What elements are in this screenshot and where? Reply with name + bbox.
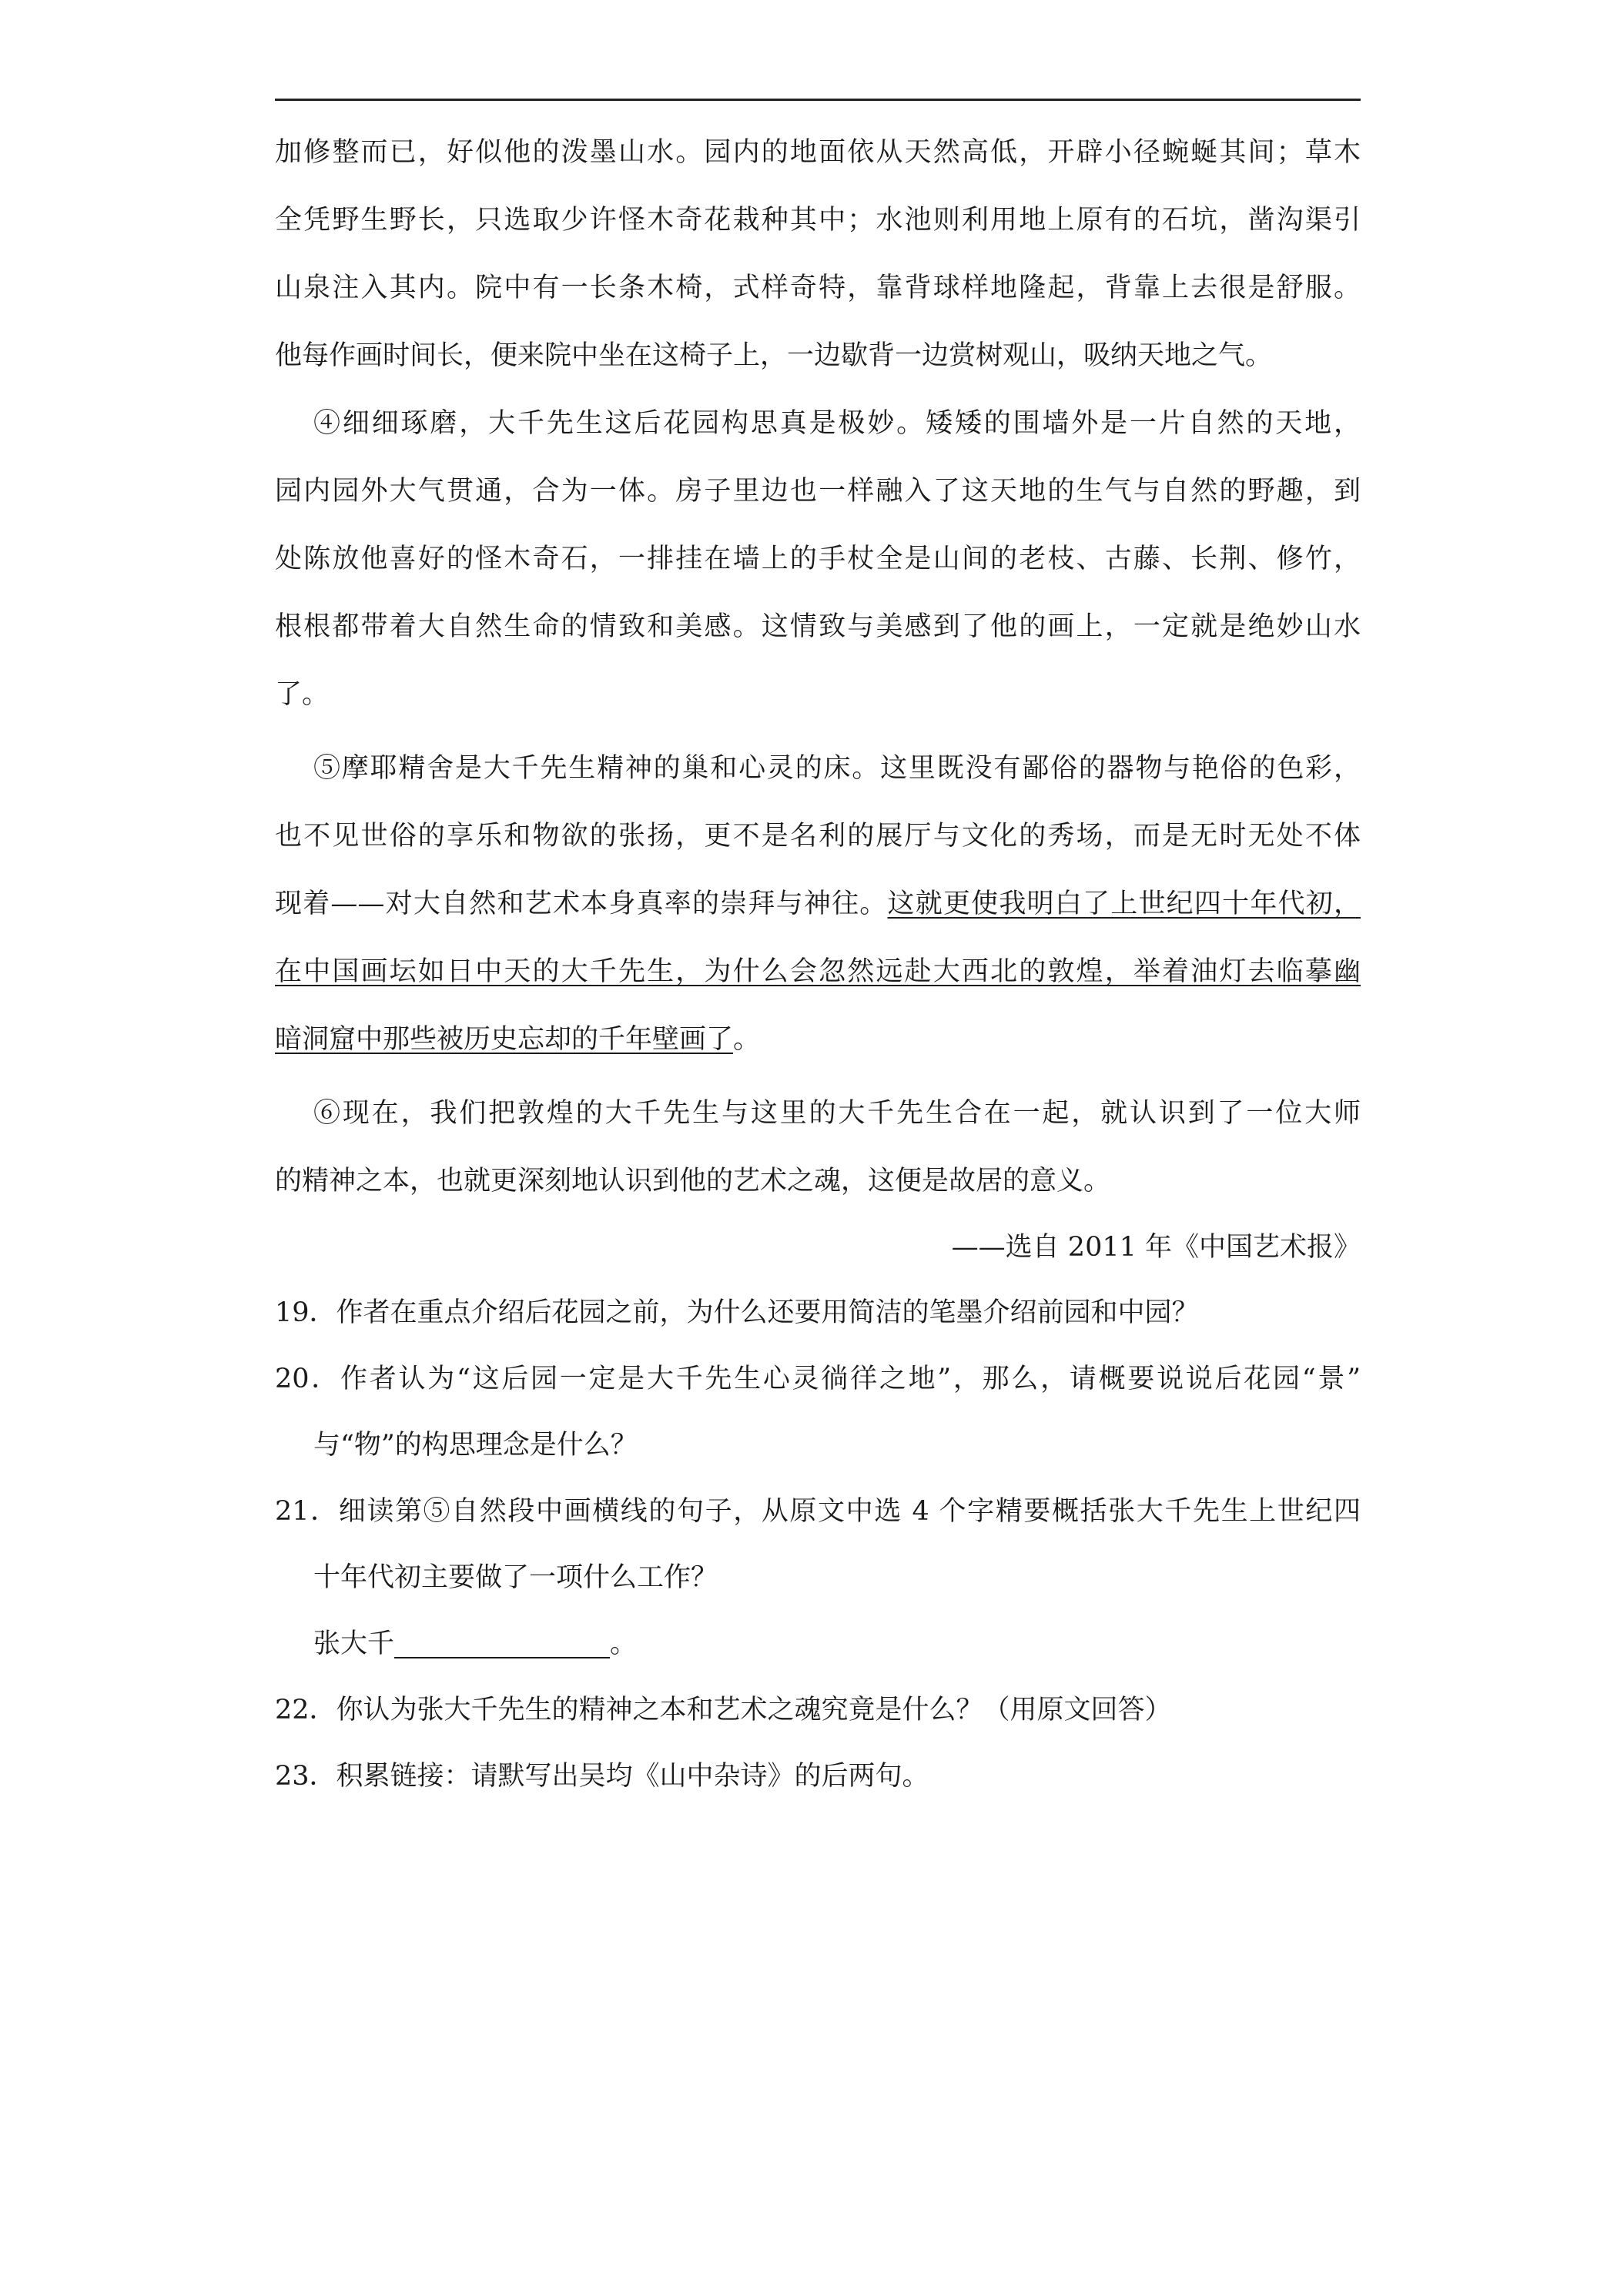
- paragraph-5-line: [275, 1016, 1361, 1063]
- question-23: 23．积累链接：请默写出吴均《山中杂诗》的后两句。: [275, 1761, 929, 1792]
- answer-blank-line: [313, 1621, 1361, 1667]
- paragraph-4-line: 园内园外大气贯通，合为一体。房子里边也一样融入了这天地的生气与自然的野趣，到: [275, 476, 1361, 507]
- question-20-cont: 与“物”的构思理念是什么？: [313, 1430, 638, 1461]
- plain-text: 。: [733, 1024, 761, 1055]
- underlined-sentence: 这就更使我明白了上世纪四十年代初，: [887, 889, 1361, 919]
- paragraph-6-line: ⑥现在，我们把敦煌的大千先生与这里的大千先生合在一起，就认识到了一位大师: [313, 1098, 1361, 1129]
- question-21: 21．细读第⑤自然段中画横线的句子，从原文中选 4 个字精要概括张大千先生上世纪四: [275, 1496, 1361, 1527]
- plain-text: 现着——对大自然和艺术本身真率的崇拜与神往。: [275, 889, 888, 919]
- question-22: 22．你认为张大千先生的精神之本和艺术之魂究竟是什么？（用原文回答）: [275, 1695, 1172, 1725]
- question-21-cont: 十年代初主要做了一项什么工作？: [313, 1562, 718, 1593]
- paragraph-5-line: 也不见世俗的享乐和物欲的张扬，更不是名利的展厅与文化的秀场，而是无时无处不体: [275, 821, 1361, 852]
- paragraph-5-line: [275, 949, 1361, 995]
- passage-line: 他每作画时间长，便来院中坐在这椅子上，一边歇背一边赏树观山，吸纳天地之气。: [275, 340, 1273, 371]
- underlined-sentence: 在中国画坛如日中天的大千先生，为什么会忽然远赴大西北的敦煌，举着油灯去临摹幽: [275, 956, 1361, 987]
- header-rule: [275, 99, 1361, 101]
- paragraph-4-line: 根根都带着大自然生命的情致和美感。这情致与美感到了他的画上，一定就是绝妙山水: [275, 611, 1361, 642]
- answer-blank[interactable]: [394, 1626, 610, 1658]
- paragraph-5-line: ⑤摩耶精舍是大千先生精神的巢和心灵的床。这里既没有鄙俗的器物与艳俗的色彩，: [313, 753, 1361, 784]
- passage-line: 全凭野生野长，只选取少许怪木奇花栽种其中；水池则利用地上原有的石坑，凿沟渠引: [275, 205, 1361, 236]
- passage-line: 加修整而已，好似他的泼墨山水。园内的地面依从天然高低，开辟小径蜿蜒其间；草木: [275, 137, 1361, 168]
- passage-line: 山泉注入其内。院中有一长条木椅，式样奇特，靠背球样地隆起，背靠上去很是舒服。: [275, 273, 1361, 303]
- paragraph-4-line: 了。: [275, 679, 330, 710]
- paragraph-5-line: [275, 881, 1361, 927]
- answer-prefix: 张大千: [313, 1628, 395, 1659]
- question-20: 20．作者认为“这后园一定是大千先生心灵徜徉之地”，那么，请概要说说后花园“景”: [275, 1364, 1361, 1394]
- answer-suffix: 。: [610, 1628, 638, 1659]
- paragraph-4-line: 处陈放他喜好的怪木奇石，一排挂在墙上的手杖全是山间的老枝、古藤、长荆、修竹，: [275, 544, 1361, 574]
- question-19: 19．作者在重点介绍后花园之前，为什么还要用简洁的笔墨介绍前园和中园？: [275, 1297, 1199, 1328]
- paragraph-4-line: ④细细琢磨，大千先生这后花园构思真是极妙。矮矮的围墙外是一片自然的天地，: [313, 408, 1361, 439]
- paragraph-6-line: 的精神之本，也就更深刻地认识到他的艺术之魂，这便是故居的意义。: [275, 1166, 1111, 1197]
- underlined-sentence: 暗洞窟中那些被历史忘却的千年壁画了: [275, 1024, 734, 1055]
- source-citation: ——选自 2011 年《中国艺术报》: [951, 1232, 1361, 1263]
